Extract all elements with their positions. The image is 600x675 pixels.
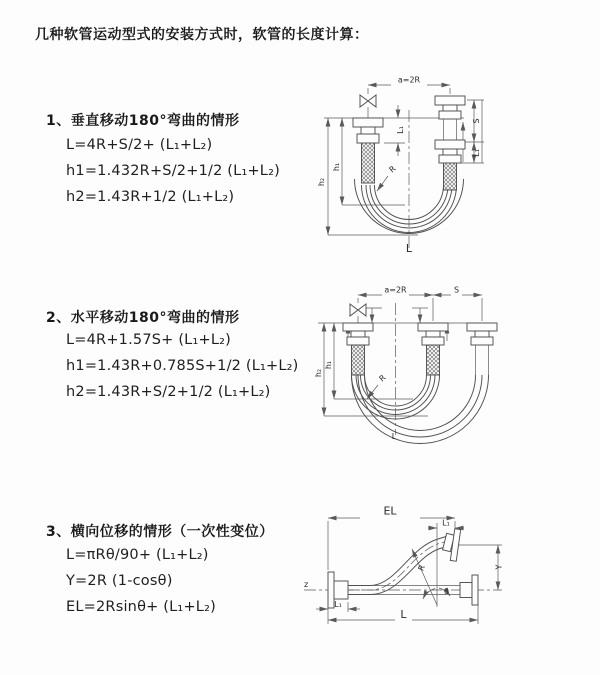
diagram-lateral-displacement: [300, 497, 600, 642]
d2-hose-arcs: [352, 375, 489, 444]
d1-dim-label-l: L: [405, 242, 413, 255]
section-3-formula-L: L=πRθ/90+ (L₁+L₂): [66, 547, 209, 563]
d2-dim-label-r: R: [377, 373, 388, 384]
d3-dim-label-y: Y: [494, 564, 504, 570]
d1-dim-label-l1-left: L₁: [396, 126, 405, 134]
section-3-formula-Y: Y=2R (1-cosθ): [66, 573, 173, 589]
d2-dim-label-h1: h₁: [324, 360, 333, 370]
d2-dim-label-l: L: [391, 432, 397, 441]
section-2-formula-h2: h2=1.43R+S/2+1/2 (L₁+L₂): [66, 384, 271, 400]
d3-dim-label-l: L: [400, 608, 407, 621]
diagram-horizontal-180-bend: [310, 283, 600, 448]
section-1-formula-h1: h1=1.432R+S/2+1/2 (L₁+L₂): [66, 163, 280, 179]
d3-flanges: [328, 529, 478, 608]
d3-angle-label-theta: θ: [444, 587, 449, 596]
diagram-vertical-180-bend: [310, 72, 600, 264]
d3-dim-label-el: EL: [383, 504, 397, 518]
valve-icon: [350, 304, 366, 316]
d1-dim-label-h1: h₁: [332, 162, 341, 172]
section-2-formula-h1: h1=1.43R+0.785S+1/2 (L₁+L₂): [66, 358, 299, 374]
d3-dim-label-r: R: [416, 563, 427, 573]
d2-dim-label-a2r: a=2R: [384, 285, 407, 295]
d3-centerline-mark-z: z: [304, 580, 309, 589]
d1-dim-label-r: R: [387, 164, 398, 175]
d1-dim-label-a2r: a=2R: [397, 75, 421, 85]
d3-dim-label-l1-bottom: L₁: [334, 600, 342, 609]
d2-dim-label-h2: h₂: [314, 368, 323, 378]
d2-dimension-lines: [318, 295, 492, 416]
valve-icon: [360, 95, 376, 107]
d3-dim-label-l1-top: L₁: [442, 518, 450, 528]
page-title: 几种软管运动型式的安装方式时，软管的长度计算：: [35, 27, 369, 43]
d1-dim-label-s: S: [472, 118, 481, 124]
d1-dim-label-l1-right: L₁: [472, 149, 481, 157]
section-1-formula-h2: h2=1.43R+1/2 (L₁+L₂): [66, 189, 235, 205]
d3-dimension-lines: [316, 518, 502, 624]
section-2-formula-L: L=4R+1.57S+ (L₁+L₂): [66, 332, 231, 348]
d1-dim-label-h2: h₂: [317, 177, 326, 187]
section-3-formula-EL: EL=2Rsinθ+ (L₁+L₂): [66, 599, 216, 615]
section-1-formula-L: L=4R+S/2+ (L₁+L₂): [66, 137, 213, 153]
section-1-heading: 1、垂直移动180°弯曲的情形: [46, 113, 240, 129]
d2-dim-label-s: S: [453, 285, 460, 295]
section-3-heading: 3、横向位移的情形（一次性变位）: [46, 524, 274, 540]
section-2-heading: 2、水平移动180°弯曲的情形: [46, 310, 240, 326]
